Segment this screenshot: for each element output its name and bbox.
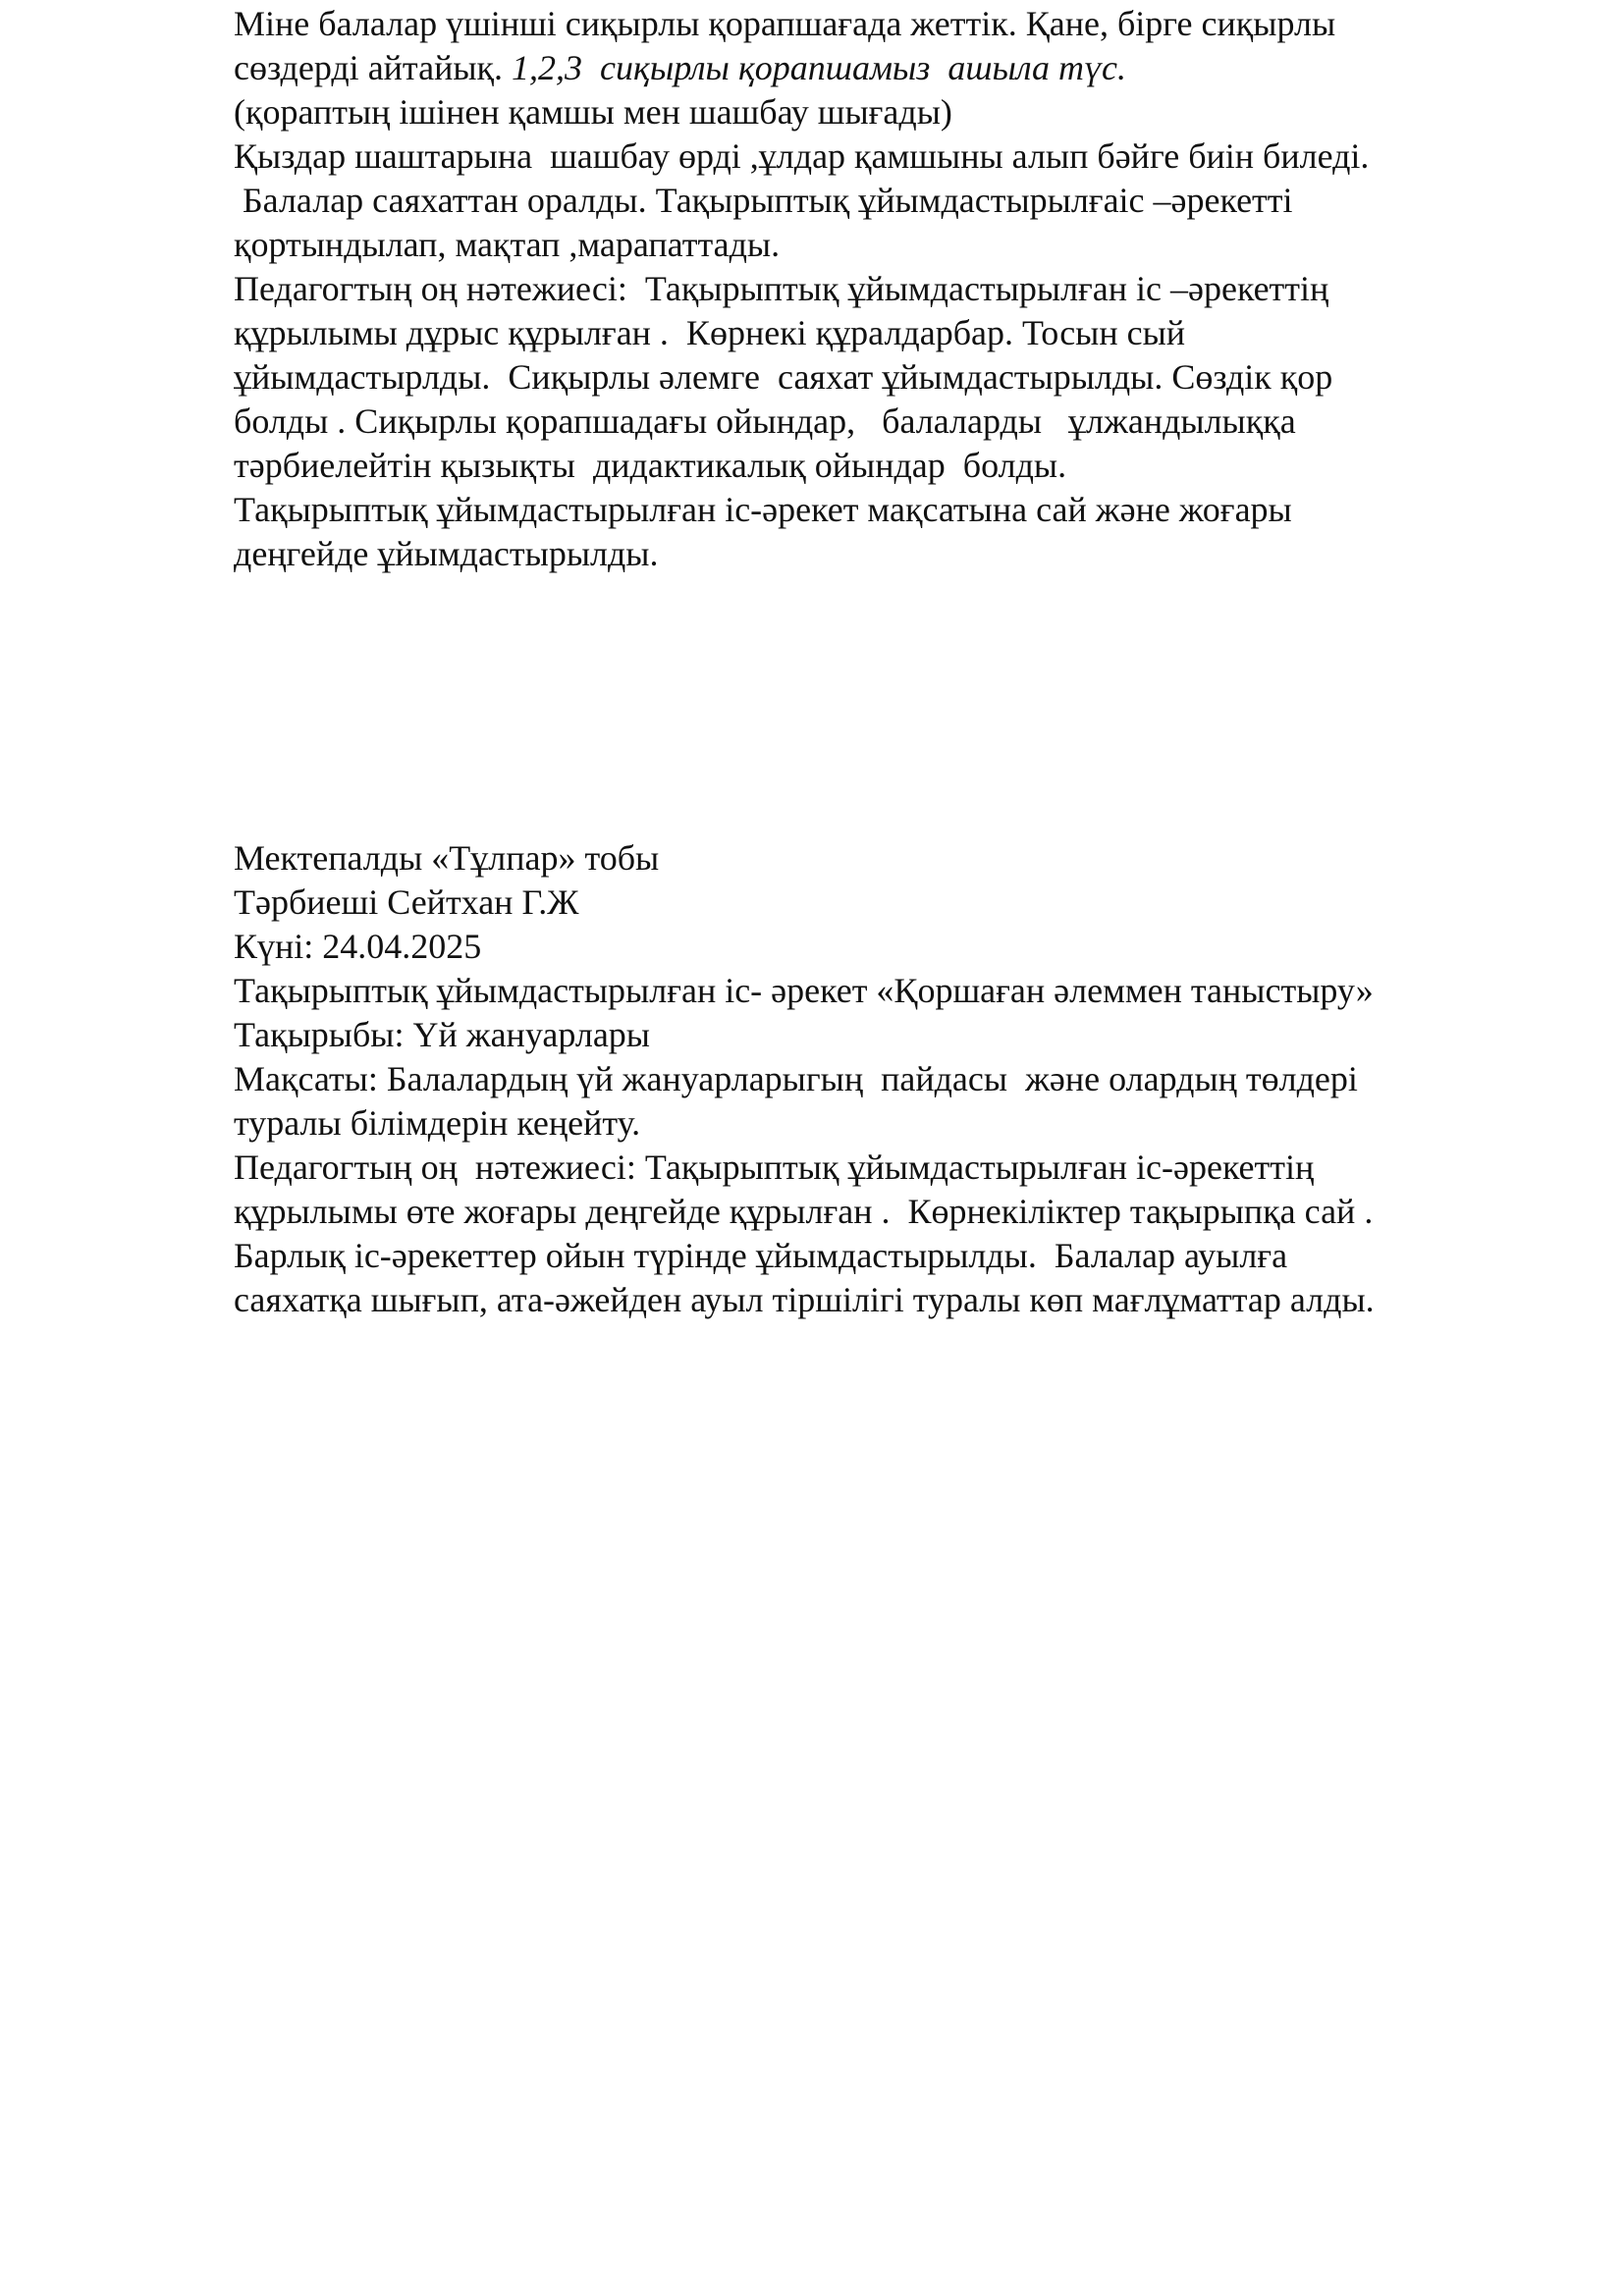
paragraph-line: Тақырыптық ұйымдастырылған іс-әрекет мақсатына сай және жоғары — [234, 490, 1292, 529]
group-name: Мектепалды «Тұлпар» тобы — [234, 838, 660, 878]
lesson-goal-line: Мақсаты: Балалардың үй жануарларыгың пайдасы және олардың төлдері — [234, 1059, 1358, 1098]
paragraph-line: Міне балалар үшінші сиқырлы қорапшағада жеттік. Қане, бірге сиқырлы — [234, 4, 1336, 43]
lesson-record-section — [234, 836, 1540, 1322]
activity-title: Тақырыптық ұйымдастырылған іс- әрекет «Қоршаған әлеммен таныстыру» — [234, 971, 1374, 1010]
paragraph-line: Қыздар шаштарына шашбау өрді ,ұлдар қамшыны алып бәйге биін биледі. — [234, 136, 1370, 176]
teacher-name: Тәрбиеші Сейтхан Г.Ж — [234, 882, 579, 922]
magic-words-italic: 1,2,3 сиқырлы қорапшамыз ашыла түс. — [512, 48, 1127, 87]
activity-summary-section — [234, 2, 1540, 576]
paragraph-line: Балалар саяхаттан оралды. Тақырыптық ұйымдастырылғаіс –әрекетті — [234, 181, 1293, 220]
plain-text: сөздерді айтайық. — [234, 48, 513, 87]
paragraph-line — [234, 46, 1540, 90]
result-line: саяхатқа шығып, ата-әжейден ауыл тіршілігі туралы көп мағлұматтар алды. — [234, 1280, 1375, 1319]
lesson-date: Күні: 24.04.2025 — [234, 927, 482, 966]
paragraph-line: деңгейде ұйымдастырылды. — [234, 534, 659, 573]
paragraph-line: болды . Сиқырлы қорапшадағы ойындар, балаларды ұлжандылыққа — [234, 401, 1296, 441]
lesson-topic: Тақырыбы: Үй жануарлары — [234, 1015, 650, 1054]
paragraph-line: Педагогтың оң нәтежиесі: Тақырыптық ұйымдастырылған іс –әрекеттің — [234, 269, 1329, 308]
result-line: Педагогтың оң нәтежиесі: Тақырыптық ұйымдастырылған іс-әрекеттің — [234, 1148, 1315, 1187]
lesson-goal-line: туралы білімдерін кеңейту. — [234, 1103, 641, 1143]
paragraph-line: тәрбиелейтін қызықты дидактикалық ойындар болды. — [234, 446, 1067, 485]
paragraph-line: ұйымдастырлды. Сиқырлы әлемге саяхат ұйымдастырылды. Сөздік қор — [234, 357, 1333, 397]
result-line: құрылымы өте жоғары деңгейде құрылған . Көрнекіліктер тақырыпқа сай . — [234, 1192, 1374, 1231]
result-line: Барлық іс-әрекеттер ойын түрінде ұйымдастырылды. Балалар ауылға — [234, 1236, 1288, 1275]
paragraph-line: құрылымы дұрыс құрылған . Көрнекі құралдарбар. Тосын сый — [234, 313, 1186, 352]
paragraph-line: қортындылап, мақтап ,марапаттады. — [234, 225, 781, 264]
paragraph-line: (қораптың ішінен қамшы мен шашбау шығады) — [234, 92, 952, 132]
